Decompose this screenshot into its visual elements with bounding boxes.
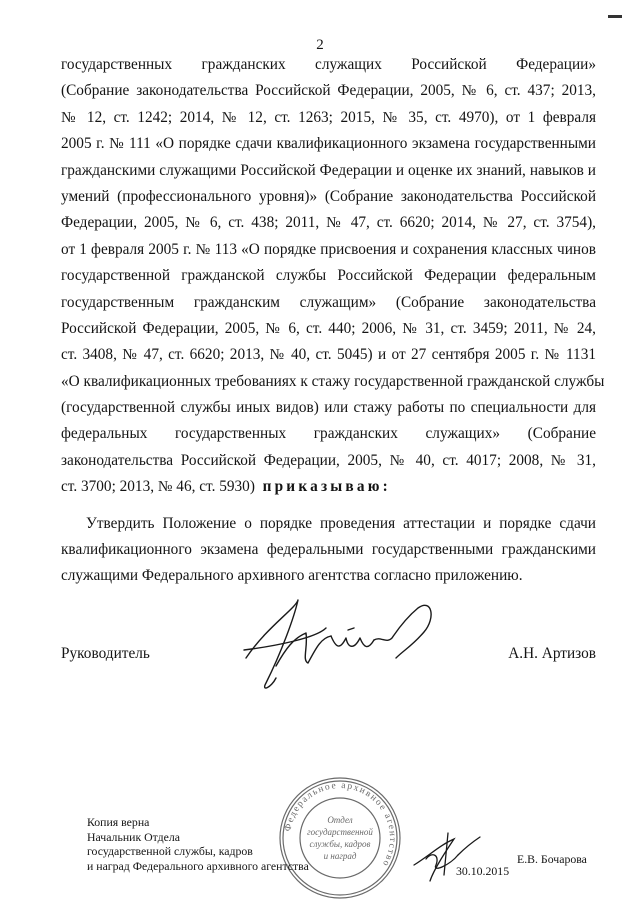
order-keyword: приказываю: [262, 478, 391, 496]
body-last-line [61, 474, 596, 500]
signatory-name: А.Н. Артизов [508, 645, 596, 662]
body-line: государственной гражданской службы Российской Федерации федеральным [61, 267, 596, 285]
body-line: государственным гражданским служащим» (Собрание законодательства [61, 293, 596, 311]
copy-date: 30.10.2015 [456, 864, 510, 878]
certifier-name: Е.В. Бочарова [517, 852, 587, 866]
decree-line: квалификационного экзамена федеральными государственными гражданскими [61, 541, 596, 559]
copy-line: и наград Федерального архивного агентства [87, 858, 309, 873]
body-line: 2005 г. № 111 «О порядке сдачи квалификационного экзамена государственными [61, 135, 596, 153]
stamp-ring-text: Федеральное архивное агентство [283, 780, 398, 869]
copy-certification [87, 815, 309, 873]
body-line: Федерации, 2005, № 6, ст. 438; 2011, № 47, ст. 6620; 2014, № 27, ст. 3754), [61, 214, 596, 232]
stamp-center-line: Отдел [327, 815, 353, 825]
stamp-center-line: службы, кадров [309, 839, 371, 849]
stamp-center-line: и наград [323, 851, 357, 861]
copy-line: Копия верна [87, 815, 150, 829]
copy-line: государственной службы, кадров [87, 844, 253, 859]
stamp-center-line: государственной [307, 827, 373, 837]
body-line: «О квалификационных требованиях к стажу государственной гражданской службы [61, 372, 605, 390]
body-line: федеральных государственных гражданских служащих» (Собрание [61, 425, 596, 443]
body-line: умений (профессионального уровня)» (Собрание законодательства Российской [61, 187, 596, 205]
decree-line: служащими Федерального архивного агентства согласно приложению. [61, 567, 523, 585]
handwritten-signature [236, 588, 442, 698]
signatory-title: Руководитель [61, 645, 150, 662]
document-body [61, 52, 605, 590]
copy-line: Начальник Отдела [87, 829, 181, 844]
page-number: 2 [316, 37, 324, 53]
body-line: государственных гражданских служащих Российской Федерации» [61, 56, 596, 73]
body-line: законодательства Российской Федерации, 2005, № 40, ст. 4017; 2008, № 31, [61, 451, 596, 469]
body-line: Российской Федерации, 2005, № 6, ст. 440; 2006, № 31, ст. 3459; 2011, № 24, [61, 319, 596, 337]
body-line: гражданскими служащими Российской Федерации и оценке их знаний, навыков и [61, 161, 596, 179]
corner-mark [606, 8, 626, 16]
body-line: от 1 февраля 2005 г. № 113 «О порядке присвоения и сохранения классных чинов [61, 240, 596, 258]
decree-line: Утвердить Положение о порядке проведения аттестации и порядке сдачи [86, 514, 596, 532]
body-line: (Собрание законодательства Российской Федерации, 2005, № 6, ст. 437; 2013, [61, 82, 596, 100]
body-line: № 12, ст. 1242; 2014, № 12, ст. 1263; 2015, № 35, ст. 4970), от 1 февраля [61, 108, 596, 126]
citation-end: ст. 3700; 2013, № 46, ст. 5930) [61, 478, 255, 496]
body-line: (государственной службы иных видов) или стажу работы по специальности для [61, 399, 596, 417]
body-line: ст. 3408, № 47, ст. 6620; 2013, № 40, ст. 5045) и от 27 сентября 2005 г. № 1131 [61, 346, 596, 364]
